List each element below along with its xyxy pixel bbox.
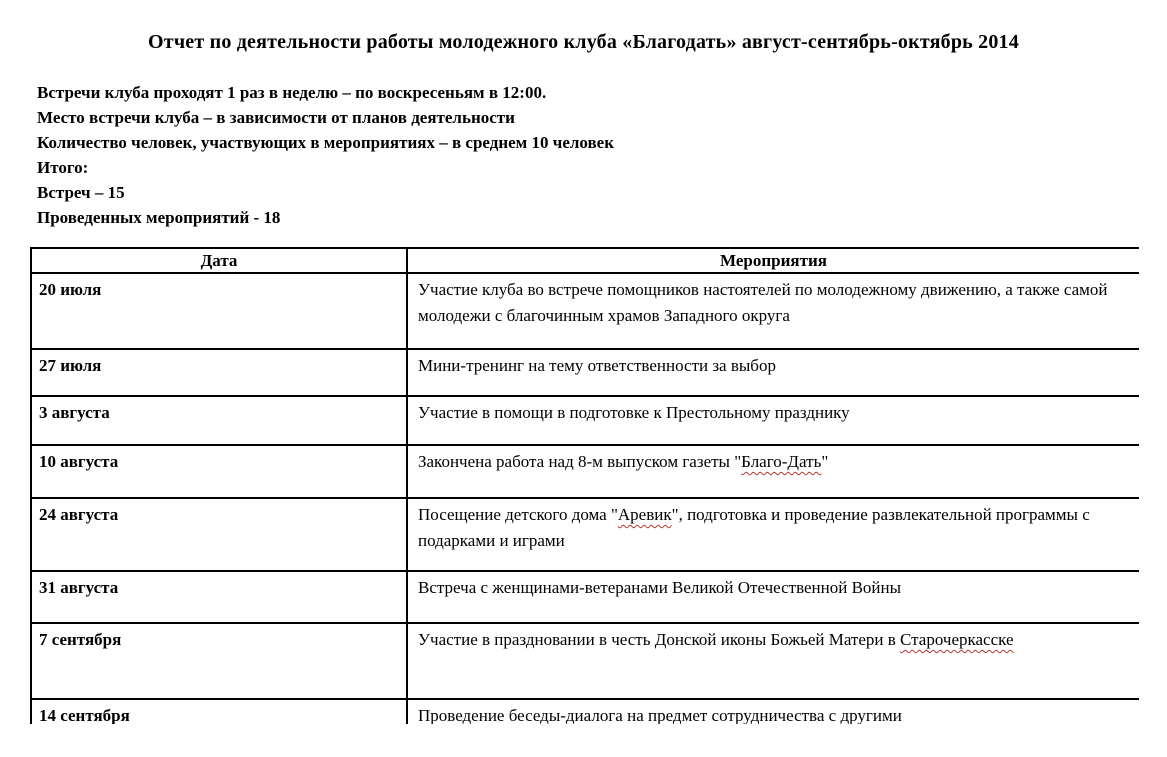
- date-cell: 24 августа: [31, 498, 407, 571]
- date-cell: 27 июля: [31, 349, 407, 396]
- date-column-header: Дата: [31, 248, 407, 273]
- misspelled-word: Старочеркасске: [900, 630, 1014, 649]
- table-row: [31, 571, 1139, 623]
- events-column-header: Мероприятия: [407, 248, 1139, 273]
- intro-line-schedule: Встречи клуба проходят 1 раз в неделю – по воскресеньям в 12:00.: [37, 83, 547, 102]
- date-cell: 7 сентября: [31, 623, 407, 699]
- misspelled-word: Благо-Дать: [741, 452, 822, 471]
- misspelled-word: Аревик: [617, 505, 672, 524]
- date-cell: 14 сентября: [31, 699, 407, 724]
- intro-line-attendance: Количество человек, участвующих в мероприятиях – в среднем 10 человек: [37, 133, 615, 152]
- date-cell: 10 августа: [31, 445, 407, 498]
- event-cell: Посещение детского дома "Аревик", подготовка и проведение развлекательной программы с подарками и играми: [407, 498, 1139, 571]
- table-header-row: [31, 248, 1139, 273]
- intro-line-events: Проведенных мероприятий - 18: [37, 208, 281, 227]
- table-row: [31, 623, 1139, 699]
- event-cell: Участие в праздновании в честь Донской иконы Божьей Матери в Старочеркасске: [407, 623, 1139, 699]
- date-cell: 31 августа: [31, 571, 407, 623]
- intro-block: [37, 80, 1137, 230]
- intro-line-total: Итого:: [37, 158, 89, 177]
- table-row: [31, 445, 1139, 498]
- intro-line-meetings: Встреч – 15: [37, 183, 125, 202]
- page-title: Отчет по деятельности работы молодежного клуба «Благодать» август-сентябрь-октябрь 2014: [148, 31, 1019, 53]
- event-cell: Участие в помощи в подготовке к Престольному празднику: [407, 396, 1139, 445]
- event-cell: Проведение беседы-диалога на предмет сотрудничества с другими: [407, 699, 1139, 724]
- event-cell: Участие клуба во встрече помощников настоятелей по молодежному движению, а также самой молодежи с благочинным храмов Западного округа: [407, 273, 1139, 349]
- table-row: [31, 396, 1139, 445]
- date-cell: 20 июля: [31, 273, 407, 349]
- activity-table: [30, 247, 1139, 724]
- event-cell: Мини-тренинг на тему ответственности за выбор: [407, 349, 1139, 396]
- table-row: [31, 498, 1139, 571]
- table-row: [31, 349, 1139, 396]
- date-cell: 3 августа: [31, 396, 407, 445]
- activity-table-container: [30, 247, 1139, 724]
- intro-line-location: Место встречи клуба – в зависимости от планов деятельности: [37, 108, 515, 127]
- table-row: [31, 699, 1139, 724]
- event-cell: Закончена работа над 8-м выпуском газеты "Благо-Дать": [407, 445, 1139, 498]
- table-row: [31, 273, 1139, 349]
- event-cell: Встреча с женщинами-ветеранами Великой Отечественной Войны: [407, 571, 1139, 623]
